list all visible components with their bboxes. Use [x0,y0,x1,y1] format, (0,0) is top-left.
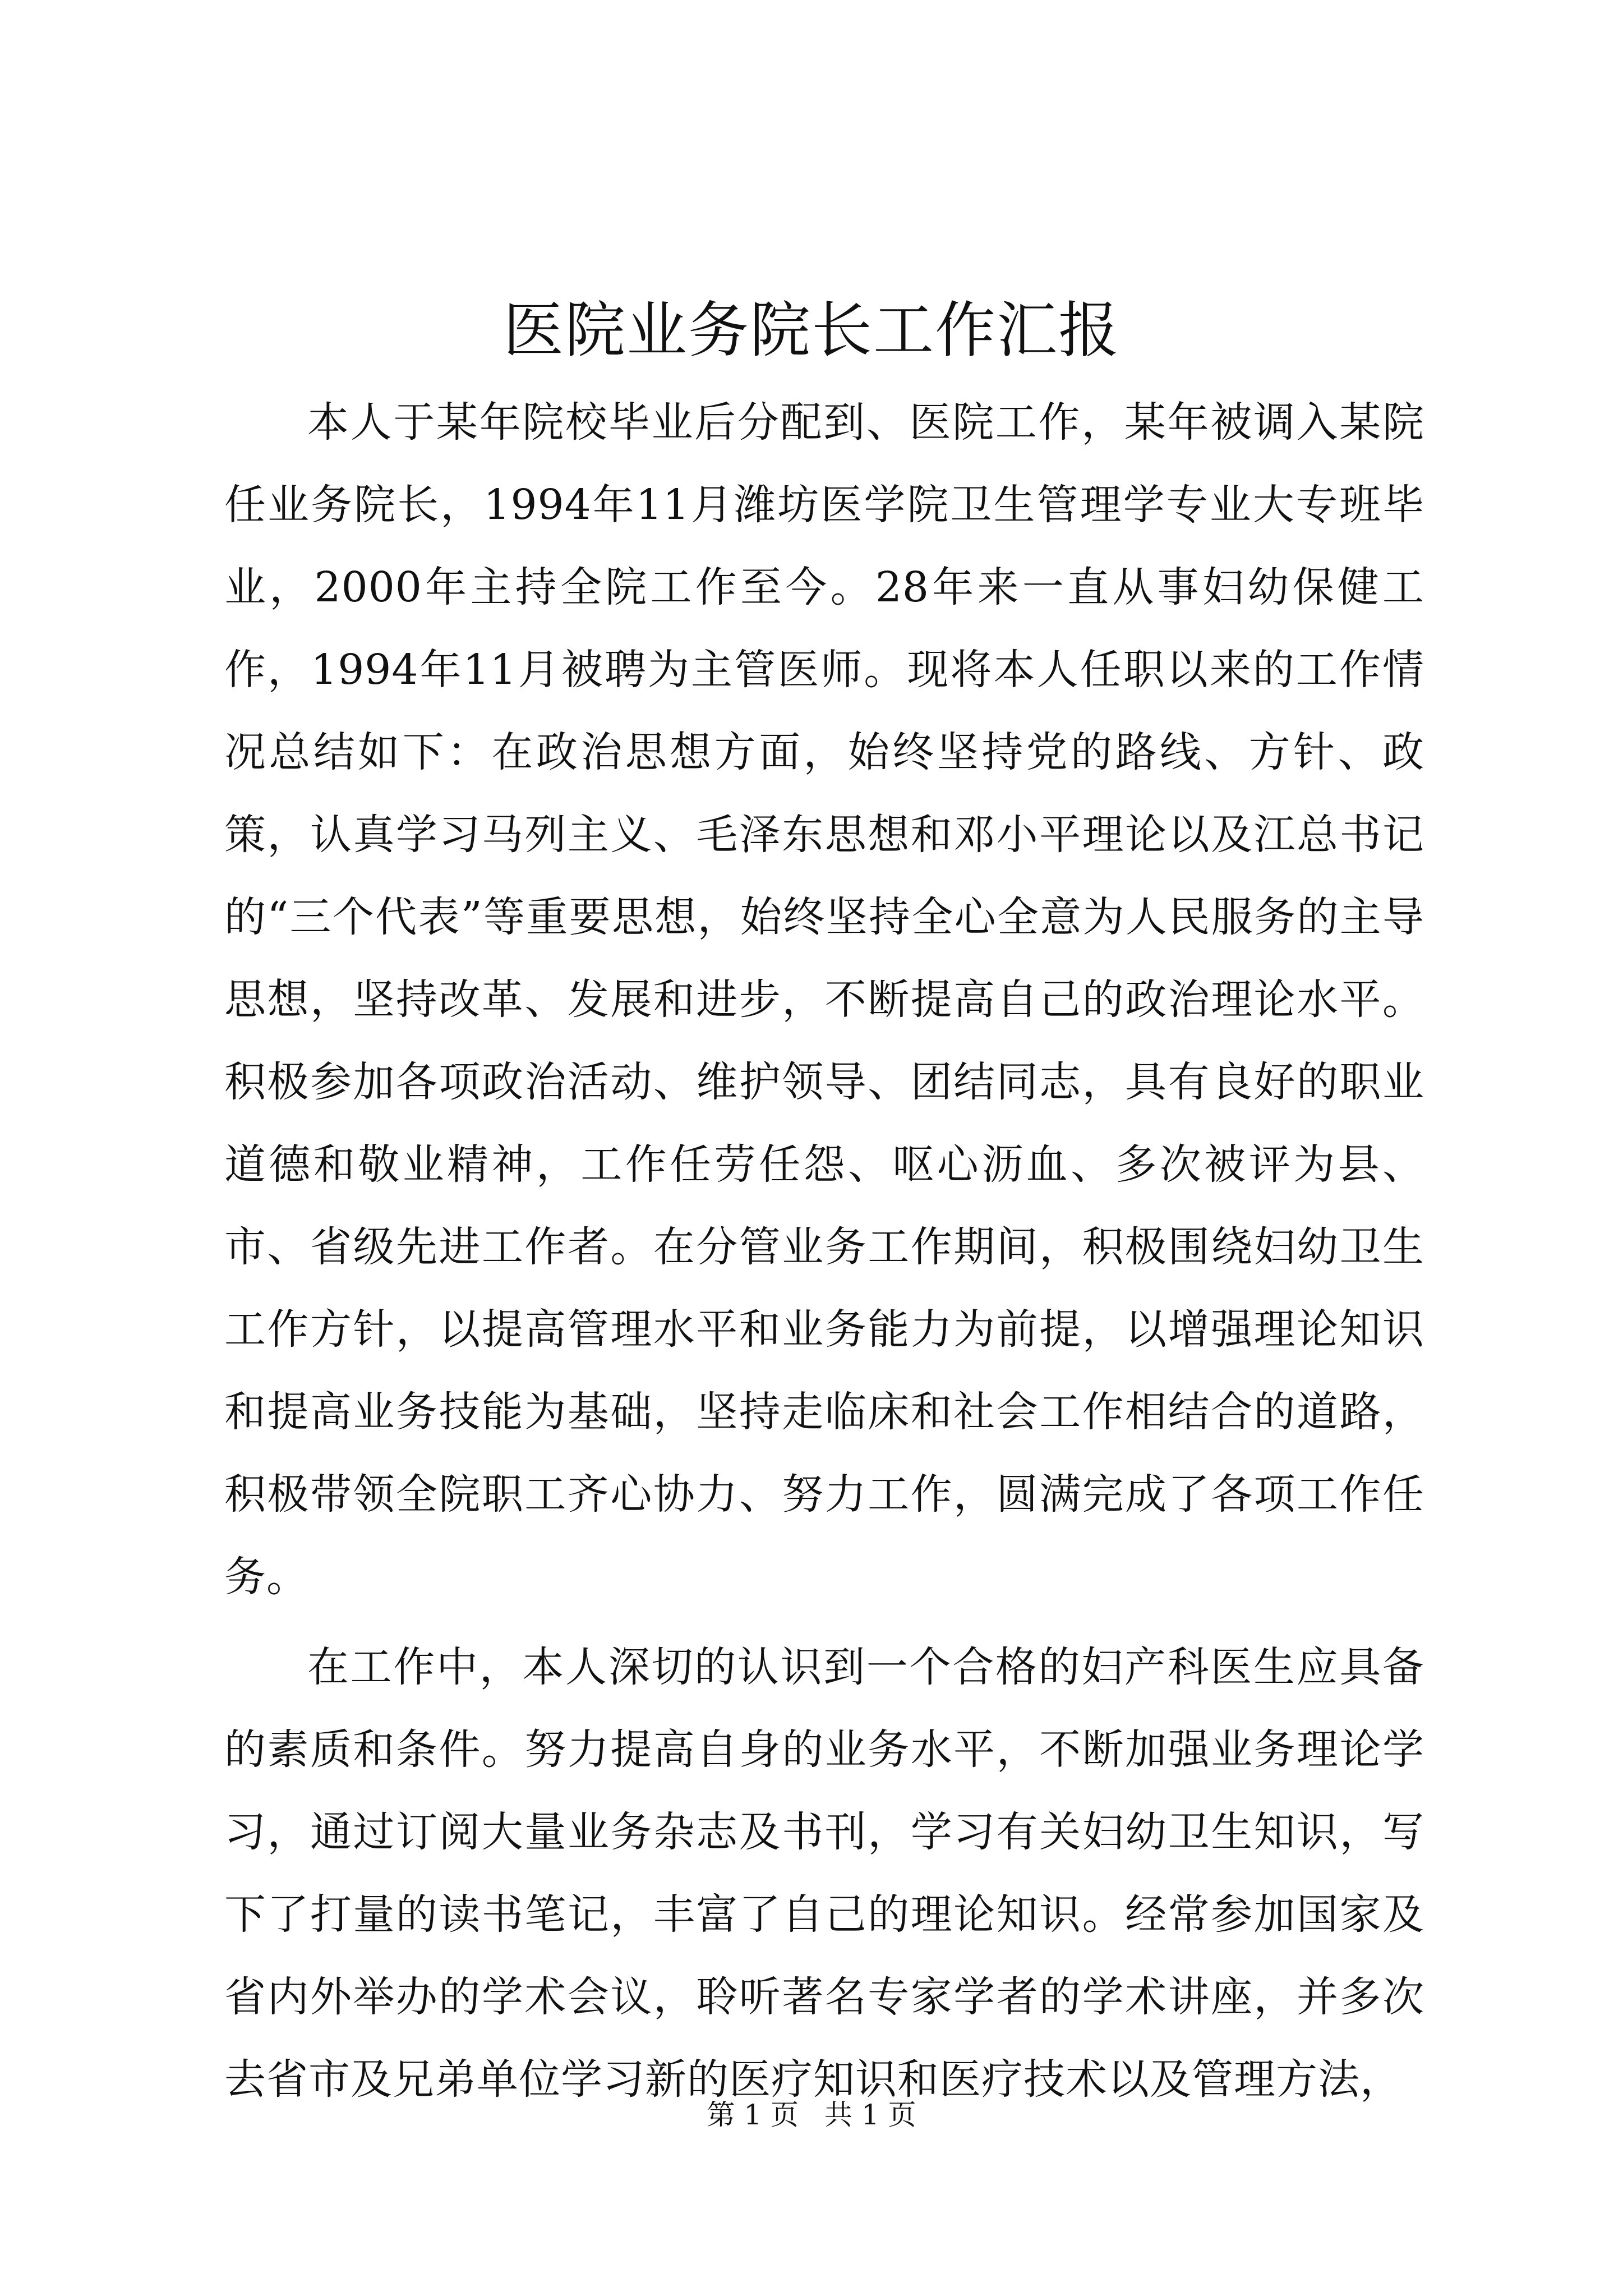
page-footer [0,2095,1623,2134]
body-paragraph-1: 本人于某年院校毕业后分配到、医院工作，某年被调入某院任业务院长，1994年11月潍坊医学院卫生管理学专业大专班毕业，2000年主持全院工作至今。28年来一直从事妇幼保健工作，1994年11月被聘为主管医师。现将本人任职以来的工作情况总结如下：在政治思想方面，始终坚持党的路线、方针、政策，认真学习马列主义、毛泽东思想和邓小平理论以及江总书记的“三个代表”等重要思想，始终坚持全心全意为人民服务的主导思想，坚持改革、发展和进步，不断提高自己的政治理论水平。积极参加各项政治活动、维护领导、团结同志，具有良好的职业道德和敬业精神，工作任劳任怨、呕心沥血、多次被评为县、市、省级先进工作者。在分管业务工作期间，积极围绕妇幼卫生工作方针，以提高管理水平和业务能力为前提，以增强理论知识和提高业务技能为基础，坚持走临床和社会工作相结合的道路，积极带领全院职工齐心协力、努力工作，圆满完成了各项工作任务。 [224,398,1424,1601]
page-total: 共 1 页 [824,2099,916,2131]
document-title: 医院业务院长工作汇报 [502,296,1120,366]
document-body [224,381,1424,2129]
body-paragraph-2: 在工作中，本人深切的认识到一个合格的妇产科医生应具备的素质和条件。努力提高自身的业务水平，不断加强业务理论学习，通过订阅大量业务杂志及书刊，学习有关妇幼卫生知识，写下了打量的读书笔记，丰富了自己的理论知识。经常参加国家及省内外举办的学术会议，聆听著名专家学者的学术讲座，并多次去省市及兄弟单位学习新的医疗知识和医疗技术以及管理方法， [224,1643,1424,2104]
page-number: 第 1 页 [707,2099,799,2131]
